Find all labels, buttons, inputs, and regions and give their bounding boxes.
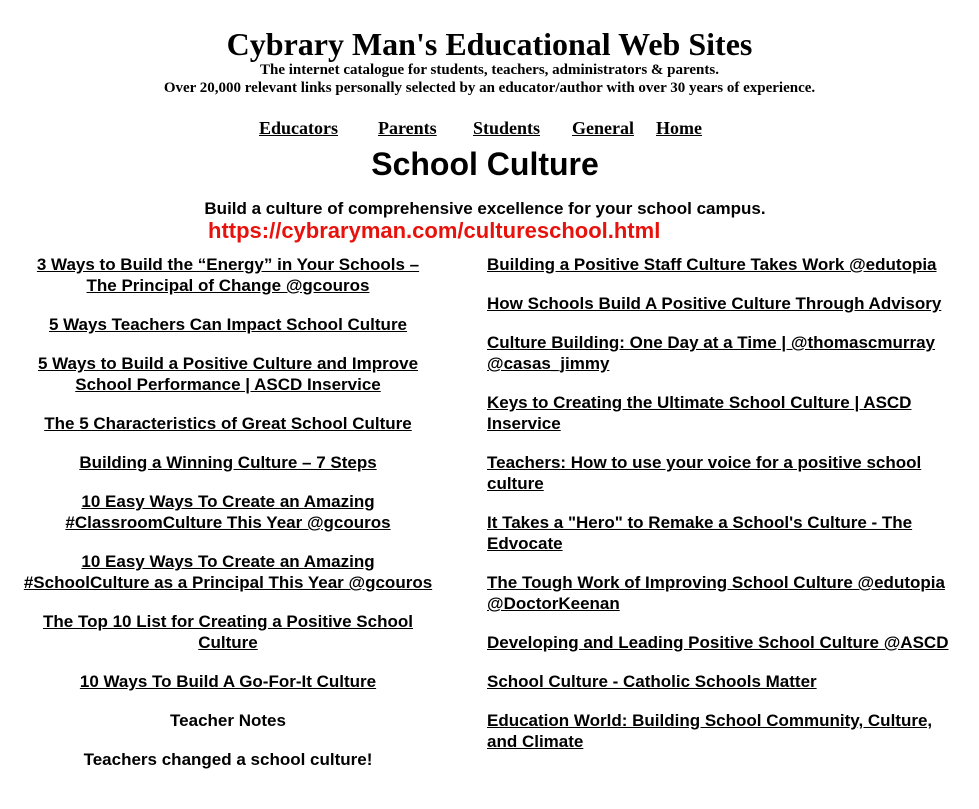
link-top-10-list[interactable]: The Top 10 List for Creating a Positive School Culture bbox=[43, 612, 413, 652]
right-link-column bbox=[487, 254, 949, 770]
link-winning-culture-7-steps[interactable]: Building a Winning Culture – 7 Steps bbox=[79, 453, 377, 472]
tagline-links: Over 20,000 relevant links personally selected by an educator/author with over 30 years of experience. bbox=[163, 80, 816, 96]
link-3-ways-energy[interactable]: 3 Ways to Build the “Energy” in Your Schools – The Principal of Change @gcouros bbox=[36, 255, 420, 295]
link-education-world-community[interactable]: Education World: Building School Community, Culture, and Climate bbox=[487, 711, 933, 751]
link-developing-leading-ascd[interactable]: Developing and Leading Positive School Culture @ASCD bbox=[487, 633, 949, 652]
nav-home-link[interactable]: Home bbox=[656, 118, 702, 138]
nav-educators-link[interactable]: Educators bbox=[259, 118, 339, 138]
link-tough-work-improving[interactable]: The Tough Work of Improving School Culture @edutopia @DoctorKeenan bbox=[487, 573, 945, 613]
link-advisory-culture[interactable]: How Schools Build A Positive Culture Through Advisory bbox=[487, 294, 942, 313]
link-5-ways-positive-culture-ascd[interactable]: 5 Ways to Build a Positive Culture and Improve School Performance | ASCD Inservice bbox=[37, 354, 419, 394]
link-10-ways-classroom-culture[interactable]: 10 Easy Ways To Create an Amazing #ClassroomCulture This Year @gcouros bbox=[65, 492, 391, 532]
page-title: School Culture bbox=[371, 146, 599, 182]
site-header bbox=[0, 0, 979, 97]
link-catholic-schools-matter[interactable]: School Culture - Catholic Schools Matter bbox=[487, 672, 817, 691]
site-title: Cybrary Man's Educational Web Sites bbox=[226, 26, 753, 62]
link-culture-building-one-day[interactable]: Culture Building: One Day at a Time | @thomascmurray @casas_jimmy bbox=[487, 333, 936, 373]
link-teachers-changed-culture[interactable]: Teachers changed a school culture! bbox=[83, 750, 373, 769]
nav-parents-link[interactable]: Parents bbox=[378, 118, 437, 138]
link-teachers-voice[interactable]: Teachers: How to use your voice for a positive school culture bbox=[487, 453, 922, 493]
link-10-ways-school-culture-principal[interactable]: 10 Easy Ways To Create an Amazing #SchoolCulture as a Principal This Year @gcouros bbox=[23, 552, 433, 592]
left-link-column bbox=[22, 254, 434, 788]
link-hero-remake-culture[interactable]: It Takes a "Hero" to Remake a School's Culture - The Edvocate bbox=[487, 513, 913, 553]
link-10-ways-go-for-it[interactable]: 10 Ways To Build A Go-For-It Culture bbox=[79, 672, 377, 691]
link-keys-ultimate-culture-ascd[interactable]: Keys to Creating the Ultimate School Culture | ASCD Inservice bbox=[487, 393, 912, 433]
link-5-characteristics[interactable]: The 5 Characteristics of Great School Culture bbox=[44, 414, 412, 433]
page-intro: Build a culture of comprehensive excellence for your school campus. bbox=[204, 199, 766, 218]
link-5-ways-teachers-impact[interactable]: 5 Ways Teachers Can Impact School Culture bbox=[48, 315, 408, 334]
teacher-notes-label: Teacher Notes bbox=[170, 711, 286, 730]
nav-students-link[interactable]: Students bbox=[473, 118, 541, 138]
nav-general-link[interactable]: General bbox=[572, 118, 634, 138]
link-positive-staff-culture[interactable]: Building a Positive Staff Culture Takes Work @edutopia bbox=[487, 255, 937, 274]
top-nav bbox=[0, 118, 979, 140]
tagline-audience: The internet catalogue for students, teachers, administrators & parents. bbox=[260, 62, 719, 78]
page-url: https://cybraryman.com/cultureschool.html bbox=[208, 218, 661, 243]
